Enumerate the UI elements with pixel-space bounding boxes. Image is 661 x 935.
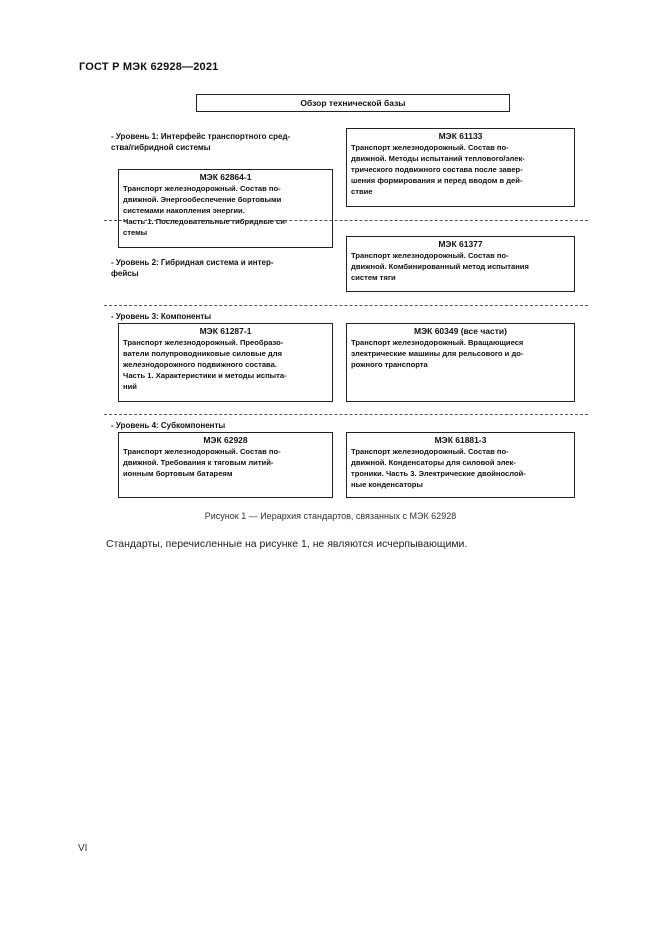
level-1-label: - Уровень 1: Интерфейс транспортного сред- ства/гибридной системы	[111, 132, 291, 152]
box-description: Транспорт железнодорожный. Преобразо- ватели полупроводниковые силовые для железнодорожного подвижного состава. Часть 1. Характеристики и методы испыта- ний	[123, 338, 287, 391]
box-iec-61881-3	[346, 432, 575, 498]
box-iec-61133	[346, 128, 575, 207]
box-code: МЭК 62864-1	[199, 172, 252, 182]
box-iec-61377	[346, 236, 575, 292]
body-note: Стандарты, перечисленные на рисунке 1, не являются исчерпывающими.	[106, 538, 468, 550]
page-number: VI	[78, 843, 88, 854]
box-description: Транспорт железнодорожный. Состав по- движной. Комбинированный метод испытания систем тяги	[351, 251, 529, 282]
box-code: МЭК 60349 (все части)	[414, 326, 507, 336]
box-description: Транспорт железнодорожный. Состав по- движной. Методы испытаний теплового/элек- трического подвижного состава после завер- шения формирования и перед вводом в дей- ствие	[351, 143, 525, 196]
box-iec-62928	[118, 432, 333, 498]
level-3-label: - Уровень 3: Компоненты	[111, 312, 212, 321]
box-code: МЭК 61881-3	[434, 435, 487, 445]
box-description: Транспорт железнодорожный. Состав по- движной. Энергообеспечение бортовыми системами накопления энергии. Часть 1. Последовательные гибридные си- стемы	[123, 184, 288, 237]
overview-label: Обзор технической базы	[300, 98, 406, 108]
level-divider	[104, 414, 588, 415]
document-header: ГОСТ Р МЭК 62928—2021	[79, 61, 219, 73]
level-4-label: - Уровень 4: Субкомпоненты	[111, 421, 226, 430]
box-description: Транспорт железнодорожный. Вращающиеся электрические машины для рельсового и до- рожного транспорта	[351, 338, 524, 369]
box-description: Транспорт железнодорожный. Состав по- движной. Требования к тяговым литий- ионным бортовым батареям	[123, 447, 281, 478]
box-iec-60349	[346, 323, 575, 402]
level-divider	[104, 305, 588, 306]
box-iec-61287-1	[118, 323, 333, 402]
box-code: МЭК 61287-1	[199, 326, 252, 336]
box-iec-62864-1	[118, 169, 333, 248]
overview-box	[196, 94, 510, 112]
level-2-label: - Уровень 2: Гибридная система и интер- фейсы	[111, 258, 274, 278]
box-code: МЭК 62928	[203, 435, 248, 445]
figure-caption: Рисунок 1 — Иерархия стандартов, связанных с МЭК 62928	[204, 511, 457, 521]
box-description: Транспорт железнодорожный. Состав по- движной. Конденсаторы для силовой элек- троники. Часть 3. Электрические двойнослой- ные конденсаторы	[351, 447, 526, 489]
box-code: МЭК 61133	[438, 131, 483, 141]
box-code: МЭК 61377	[438, 239, 483, 249]
level-divider	[104, 220, 588, 221]
